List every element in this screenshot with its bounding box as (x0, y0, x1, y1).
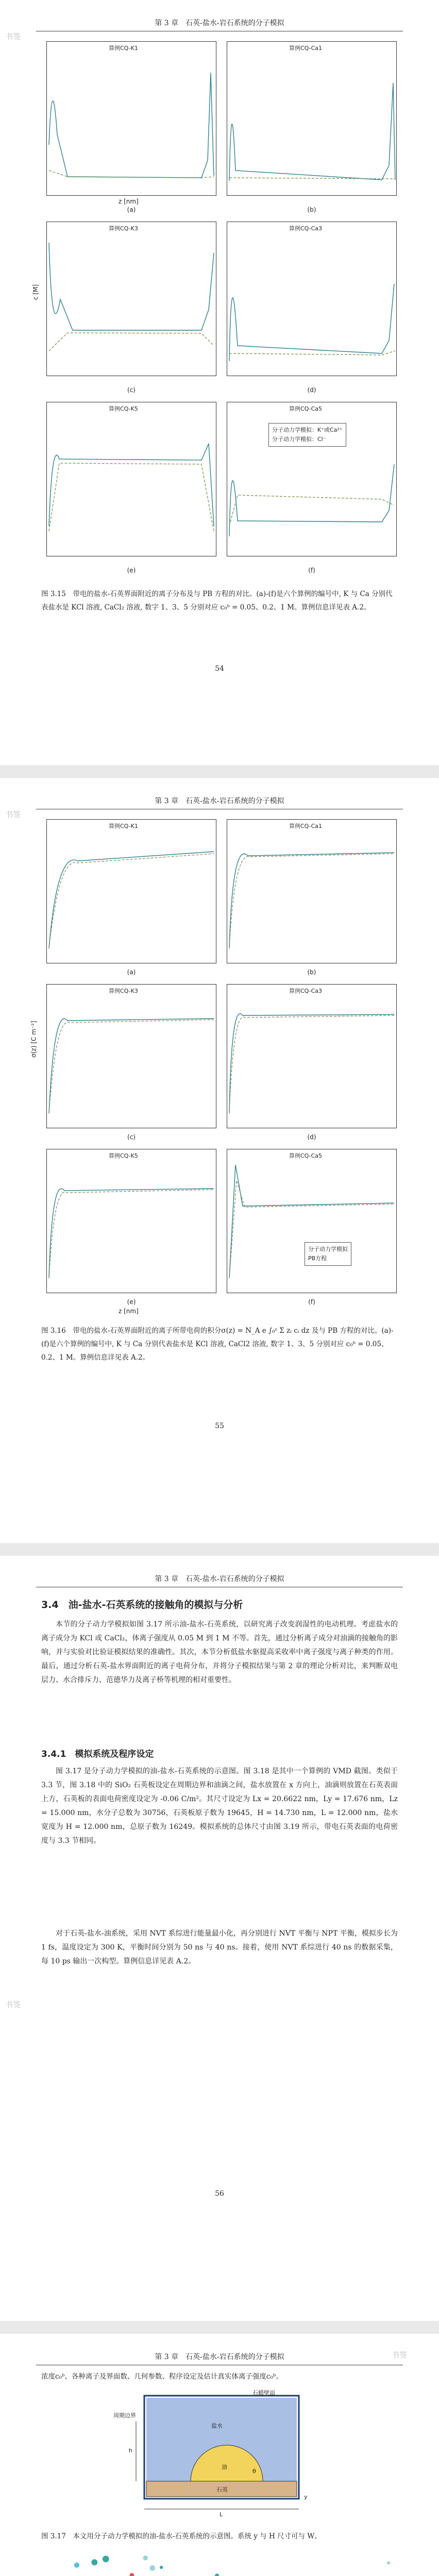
y-axis-label: c [M] (32, 284, 40, 300)
concentration-curve (47, 42, 216, 195)
plot-panel-f (227, 1149, 397, 1293)
paragraph: 图 3.17 是分子动力学模拟的油-盐水-石英系统的示意图。图 3.18 是其中一个算例的 VMD 截图。类似于 3.3 节，图 3.18 中的 SiO₂ 石英板设定在周期边界和油滴之间，盐水放置在 x 方向上，油滴则放置在石英表面上方，石英板的表面电荷密度设定为 -0.06 C/m²。其尺寸设定为 Lx = 20.6622 nm，Ly = 17.676 nm，Lz = 15.000 nm，水分子总数为 30756，石英板原子数为 19645，H = 14.730 nm，L = 12.000 nm，盐水宽度为 H = 12.000 nm，总原子数为 16249。模拟系统的总体尺寸由图 3.19 所示，带电石英表面的电荷密度与 3.3 节相同。 (41, 1767, 398, 1845)
figure-caption: 图 3.15 带电的盐水-石英界面附近的离子分布及与 PB 方程的对比。(a)-(f)是六个算例的编号中, K 与 Ca 分别代表盐水是 KCl 溶液, CaCl₂ 溶液, 数字 1、3、5 分别对应 c₀ᵇ = 0.05、0.2、1 M。算例信息详见表 A.2。 (41, 590, 393, 612)
plot-panel-d (227, 222, 397, 376)
ion-particle (103, 2556, 109, 2563)
sublabel: (f) (308, 1298, 315, 1306)
concentration-curve (227, 42, 396, 195)
plot-panel-c (46, 984, 216, 1128)
plot-panel-f (227, 402, 397, 556)
page-header: 第 3 章 石英-盐水-岩石系统的分子模拟 (36, 1573, 403, 1587)
figure-caption: 图 3.17 本文用分子动力学模拟的油-盐水-石英系统的示意图。系统 y 与 H 尺寸可与 W。 (41, 2532, 322, 2540)
watermark: 书签 (5, 32, 21, 41)
plot-panel-c (46, 222, 216, 376)
panel-title: 算例CQ-Ca5 (289, 1153, 323, 1159)
paragraph: 对于石英-盐水-油系统，采用 NVT 系综进行能量最小化，再分别进行 NVT 平衡与 NPT 平衡，模拟步长为 1 fs，温度设定为 300 K，平衡时间分别为 50 ns 与 40 ns。接着，使用 NVT 系综进行 40 ns 的数据采集，每 10 ps 输出一次构型。算例信息详见表 A.2。 (41, 1929, 398, 1965)
subsection-heading: 3.4.1 模拟系统及程序设定 (41, 1749, 154, 1759)
concentration-curve (227, 222, 396, 376)
panel-title: 算例CQ-K5 (109, 405, 138, 412)
diagram-label: 盐水 (211, 2422, 223, 2429)
panel-title: 算例CQ-Ca1 (289, 45, 323, 52)
diagram-label: L (220, 2511, 223, 2518)
panel-title: 算例CQ-Ca5 (289, 405, 323, 412)
charge-curve (227, 820, 396, 963)
chart-legend (305, 1242, 351, 1266)
ion-particle (215, 2573, 219, 2576)
ion-particle (387, 2561, 390, 2564)
sublabel: (f) (308, 567, 315, 574)
x-axis-label: z [nm] (119, 198, 139, 205)
sublabel: (e) (127, 567, 136, 574)
sublabel: (c) (127, 1133, 136, 1141)
plot-panel-e (46, 1149, 216, 1293)
sublabel: (e) (127, 1298, 136, 1306)
diagram-label: h (129, 2447, 132, 2454)
sublabel: (c) (127, 386, 136, 394)
molecular-snapshot (46, 2555, 392, 2576)
panel-title: 算例CQ-K3 (109, 225, 138, 232)
page-55 (0, 778, 439, 1543)
ion-particle (74, 2563, 79, 2568)
section-heading: 3.4 油-盐水-石英系统的接触角的模拟与分析 (41, 1599, 243, 1611)
charge-curve (47, 1149, 216, 1293)
legend-item: PB方程 (308, 1255, 327, 1262)
panel-title: 算例CQ-K3 (109, 988, 138, 994)
ion-particle (160, 2566, 163, 2569)
diagram-label: θ (252, 2468, 256, 2475)
page-54 (0, 0, 439, 765)
plot-panel-d (227, 984, 397, 1128)
diagram-label: 油 (222, 2464, 227, 2470)
plot-panel-b (227, 41, 397, 196)
charge-curve (47, 820, 216, 963)
sublabel: (b) (307, 206, 316, 213)
plot-panel-b (227, 819, 397, 963)
watermark: 书签 (5, 810, 21, 819)
charge-curve (227, 985, 396, 1128)
ion-particle (130, 2573, 134, 2576)
legend-item: 分子动力学模拟：Cl⁻ (272, 436, 326, 443)
page-number: 55 (215, 1422, 224, 1430)
sublabel: (d) (307, 1133, 316, 1141)
diagram-label: 石英 (216, 2486, 228, 2493)
figure-caption: 图 3.16 带电的盐水-石英界面附近的离子所带电荷的积分σ(z) = N_A e ∫₀ᶻ Σ zᵢ cᵢ dz 及与 PB 方程的对比。(a)-(f)是六个算例的编号中, K 与 Ca 分别代表盐水是 KCl 溶液, CaCl2 溶液, 数字 1、3、5 分别对应 c₀ᵇ = 0.05、0.2、1 M。算例信息详见表 A.2。 (41, 1327, 394, 1362)
concentration-curve (47, 222, 216, 376)
page-header: 第 3 章 石英-盐水-岩石系统的分子模拟 (36, 18, 403, 31)
page-number: 54 (215, 665, 224, 673)
charge-curve (47, 985, 216, 1128)
watermark: 书签 (5, 2000, 21, 2009)
page-header: 第 3 章 石英-盐水-岩石系统的分子模拟 (36, 795, 403, 809)
ion-particle (143, 2555, 148, 2561)
panel-title: 算例CQ-Ca3 (289, 225, 323, 232)
intro-text: 浓度c₀ᵇ、各种离子及界面数、几何参数、程序设定及估计真实体离子强度c₀ᵇ。 (41, 2372, 283, 2381)
page-number: 56 (215, 2190, 224, 2198)
panel-title: 算例CQ-Ca3 (289, 988, 323, 994)
legend-item: 分子动力学模拟 (308, 1246, 348, 1252)
sublabel: (a) (127, 969, 136, 976)
panel-title: 算例CQ-Ca1 (289, 823, 323, 829)
ion-particle (149, 2565, 155, 2571)
vmd-snapshot (46, 2555, 392, 2576)
charge-curve (227, 1149, 396, 1293)
diagram-label: y (304, 2494, 308, 2500)
page-57 (0, 2334, 439, 2576)
panel-title: 算例CQ-K5 (109, 1153, 138, 1159)
paragraph: 本节的分子动力学模拟如图 3.17 所示油-盐水-石英系统，以研究离子改变润湿性的电动机理。考虑盐水的离子成分为 KCl 或 CaCl₂，体离子强度从 0.05 M 到 1 M 不等。首先，通过分析离子成分对油滴的接触角的影响，并与实验对比验证模拟结果的准确性。其次，本节分析低盐水驱提高采收率中离子强度与离子种类的作用。最后，通过分析石英-盐水界面附近的离子电荷分布，并将分子模拟结果与第 2 章的理论分析对比，来判断双电层力、水合排斥力、范德华力及离子桥等机理的相对重要性。 (41, 1620, 398, 1684)
sublabel: (b) (307, 969, 316, 976)
oil-brine-quartz-diagram (129, 2391, 314, 2519)
page-header: 第 3 章 石英-盐水-岩石系统的分子模拟 (36, 2351, 403, 2365)
ion-particle (91, 2559, 97, 2565)
diagram-label: 周期边界 (113, 2412, 136, 2419)
panel-title: 算例CQ-K1 (109, 823, 138, 829)
plot-panel-e (46, 402, 216, 556)
diagram-label: 石蜡壁面 (252, 2389, 275, 2396)
chart-legend (268, 423, 346, 447)
sublabel: (a) (127, 206, 136, 213)
sublabel: (d) (307, 386, 316, 394)
system-diagram (113, 2389, 314, 2519)
concentration-curve (47, 402, 216, 556)
watermark: 书签 (392, 2350, 408, 2360)
plot-panel-a (46, 41, 216, 196)
panel-title: 算例CQ-K1 (109, 45, 138, 52)
x-axis-label: z [nm] (119, 1308, 139, 1315)
legend-item: 分子动力学模拟：K⁺或Ca²⁺ (272, 427, 343, 433)
y-axis-label: σ(z) [C m⁻²] (30, 1021, 38, 1058)
page-56 (0, 1556, 439, 2321)
ion-scatter (46, 2555, 390, 2576)
plot-panel-a (46, 819, 216, 963)
